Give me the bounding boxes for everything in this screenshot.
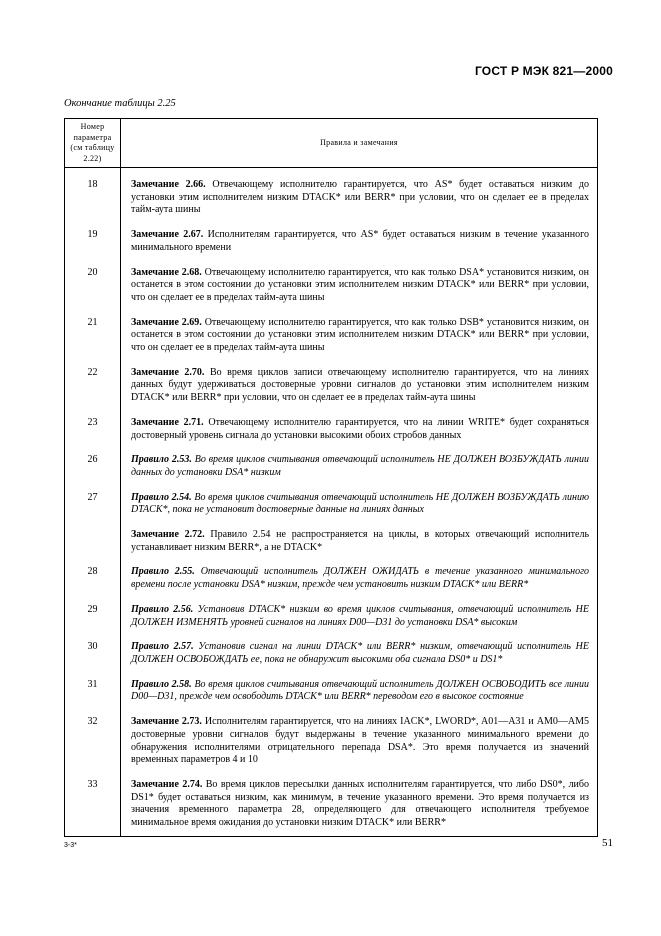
rule-text: Во время циклов считывания отвечающий исполнитель НЕ ДОЛЖЕН ВОЗБУЖДАТЬ линию DTACK*, пока не установит достоверные данные на линиях данных bbox=[131, 491, 590, 516]
table-row bbox=[65, 411, 598, 448]
rule-title: Правило 2.55. bbox=[131, 566, 195, 578]
sheet-mark: 3-3* bbox=[64, 842, 77, 849]
note-text: Отвечающему исполнителю гарантируется, что AS* будет оставаться низким до установки этим исполнителем низким DTACK* или BERR* при условии, что он сделает ее в пределах тайм-аута шины bbox=[131, 179, 590, 216]
rule-text: Отвечающий исполнитель ДОЛЖЕН ОЖИДАТЬ в течение указанного минимального времени после установки DSA* низким, прежде чем установить низким DTACK* или BERR* bbox=[131, 566, 589, 591]
note-cell bbox=[121, 223, 598, 260]
parameter-number: 22 bbox=[65, 361, 121, 411]
note-title: Замечание 2.73. bbox=[131, 716, 202, 728]
table-caption: Окончание таблицы 2.25 bbox=[64, 98, 176, 109]
note-text: Исполнителям гарантируется, что AS* будет оставаться низким в течение указанного минимального времени bbox=[131, 229, 590, 253]
rule-text: Установив сигнал на линии DTACK* или BERR* низким, отвечающий исполнитель НЕ ДОЛЖЕН ОСВОБОЖДАТЬ ее, пока не обнаружит высокими оба сигнала DS0* и DS1* bbox=[131, 641, 589, 665]
note-text: Отвечающему исполнителю гарантируется, что как только DSA* установится низким, он останется в этом состоянии до установки этим исполнителем низким DTACK* или BERR* при условии, что он сделает ее в пределах тайм-аута шины bbox=[131, 266, 589, 303]
note-text: Во время циклов пересылки данных исполнителям гарантируется, что либо DS0*, либо DS1* будет оставаться низким, как минимум, в течение указанного времени. Это время получается из значения временного параметра 28, определяющего для отвечающего исполнителя требуемое минимальное время ожидания до установки низким DTACK* или BERR* bbox=[131, 778, 589, 829]
note-text: Во время циклов записи отвечающему исполнителю гарантируется, что на линиях данных будут удерживаться достоверные уровни сигналов до установки этим исполнителем низким DTACK* или BERR* при условии, что он сделает ее в пределах тайм-аута шины bbox=[131, 366, 589, 404]
rule-cell bbox=[121, 448, 598, 485]
table-row bbox=[65, 261, 598, 311]
parameter-number: 27 bbox=[65, 486, 121, 523]
note-cell bbox=[121, 311, 598, 361]
note-cell bbox=[121, 411, 598, 448]
note-text: Исполнителям гарантируется, что на линиях IACK*, LWORD*, A01—A31 и AM0—AM5 достоверные уровни сигналов будут выдержаны в течение указанного минимального времени до обнаружения исполнителями отрицательного перепада DSA*. Это время получается из значений временных параметров 4 и 10 bbox=[131, 716, 590, 766]
rule-title: Правило 2.58. bbox=[131, 678, 192, 690]
table-row bbox=[65, 448, 598, 485]
table-row bbox=[65, 598, 598, 635]
rule-text: Во время циклов считывания отвечающий исполнитель НЕ ДОЛЖЕН ВОЗБУЖДАТЬ линии данных до установки DSA* низким bbox=[131, 454, 590, 478]
table-row bbox=[65, 635, 598, 672]
note-text: Отвечающему исполнителю гарантируется, что на линии WRITE* будет сохраняться достоверный уровень сигнала до установки высокими обоих стробов данных bbox=[131, 416, 589, 441]
parameter-number: 30 bbox=[65, 635, 121, 672]
column-header-rules-notes: Правила и замечания bbox=[121, 119, 598, 168]
parameter-number: 33 bbox=[65, 773, 121, 836]
column-header-parameter-number: Номер параметра (см таблицу 2.22) bbox=[65, 119, 121, 168]
note-title: Замечание 2.66. bbox=[131, 179, 206, 190]
rule-cell bbox=[121, 598, 598, 635]
rule-title: Правило 2.53. bbox=[131, 454, 192, 466]
parameter-number: 28 bbox=[65, 560, 121, 597]
note-cell bbox=[121, 773, 598, 836]
parameter-number: 20 bbox=[65, 261, 121, 311]
rule-title: Правило 2.56. bbox=[131, 603, 194, 615]
rule-text: Установив DTACK* низким во время циклов считывания, отвечающий исполнитель НЕ ДОЛЖЕН ИЗМЕНЯТЬ уровней сигналов на линиях D00—D31 до установки DSA* высоким bbox=[131, 603, 590, 628]
rule-cell bbox=[121, 486, 598, 523]
note-cell bbox=[121, 361, 598, 411]
table-row bbox=[65, 673, 598, 710]
rule-title: Правило 2.57. bbox=[131, 641, 194, 653]
document-id: ГОСТ Р МЭК 821—2000 bbox=[474, 64, 613, 78]
note-cell bbox=[121, 168, 598, 224]
rule-title: Правило 2.54. bbox=[131, 491, 192, 503]
parameter-number: 23 bbox=[65, 411, 121, 448]
note-text: Отвечающему исполнителю гарантируется, что как только DSB* установится низким, он останется в этом состоянии до установки этим исполнителем низким DTACK* или BERR* при условии, что он сделает ее в пределах тайм-аута шины bbox=[131, 316, 589, 354]
table-row bbox=[65, 523, 598, 560]
table-body bbox=[65, 168, 598, 837]
parameter-number: 29 bbox=[65, 598, 121, 635]
note-title: Замечание 2.68. bbox=[131, 266, 202, 278]
table-row bbox=[65, 560, 598, 597]
table-row bbox=[65, 710, 598, 773]
rule-text: Во время циклов считывания отвечающий исполнитель ДОЛЖЕН ОСВОБОДИТЬ все линии D00—D31, прежде чем освободить DTACK* или BERR* переводом его в высокое состояние bbox=[131, 678, 590, 703]
parameter-number: 32 bbox=[65, 710, 121, 773]
rule-cell bbox=[121, 635, 598, 672]
parameter-number bbox=[65, 523, 121, 560]
parameter-number: 18 bbox=[65, 168, 121, 224]
note-title: Замечание 2.67. bbox=[131, 229, 204, 241]
rule-cell bbox=[121, 673, 598, 710]
note-text: Правило 2.54 не распространяется на циклы, в которых отвечающий исполнитель устанавливает низким BERR*, а не DTACK* bbox=[131, 529, 590, 553]
table-row bbox=[65, 361, 598, 411]
parameter-number: 21 bbox=[65, 311, 121, 361]
note-title: Замечание 2.74. bbox=[131, 778, 203, 790]
note-title: Замечание 2.71. bbox=[131, 416, 204, 428]
note-title: Замечание 2.72. bbox=[131, 529, 205, 541]
table-row bbox=[65, 168, 598, 224]
page-number: 51 bbox=[602, 837, 613, 849]
note-title: Замечание 2.70. bbox=[131, 366, 205, 378]
table-header-row bbox=[65, 119, 598, 168]
rules-table bbox=[64, 118, 598, 837]
table-row bbox=[65, 486, 598, 523]
parameter-number: 19 bbox=[65, 223, 121, 260]
table-row bbox=[65, 223, 598, 260]
parameter-number: 26 bbox=[65, 448, 121, 485]
rule-cell bbox=[121, 560, 598, 597]
note-cell bbox=[121, 261, 598, 311]
parameter-number: 31 bbox=[65, 673, 121, 710]
table-row bbox=[65, 311, 598, 361]
note-cell bbox=[121, 523, 598, 560]
table-row bbox=[65, 773, 598, 836]
note-title: Замечание 2.69. bbox=[131, 316, 202, 328]
note-cell bbox=[121, 710, 598, 773]
